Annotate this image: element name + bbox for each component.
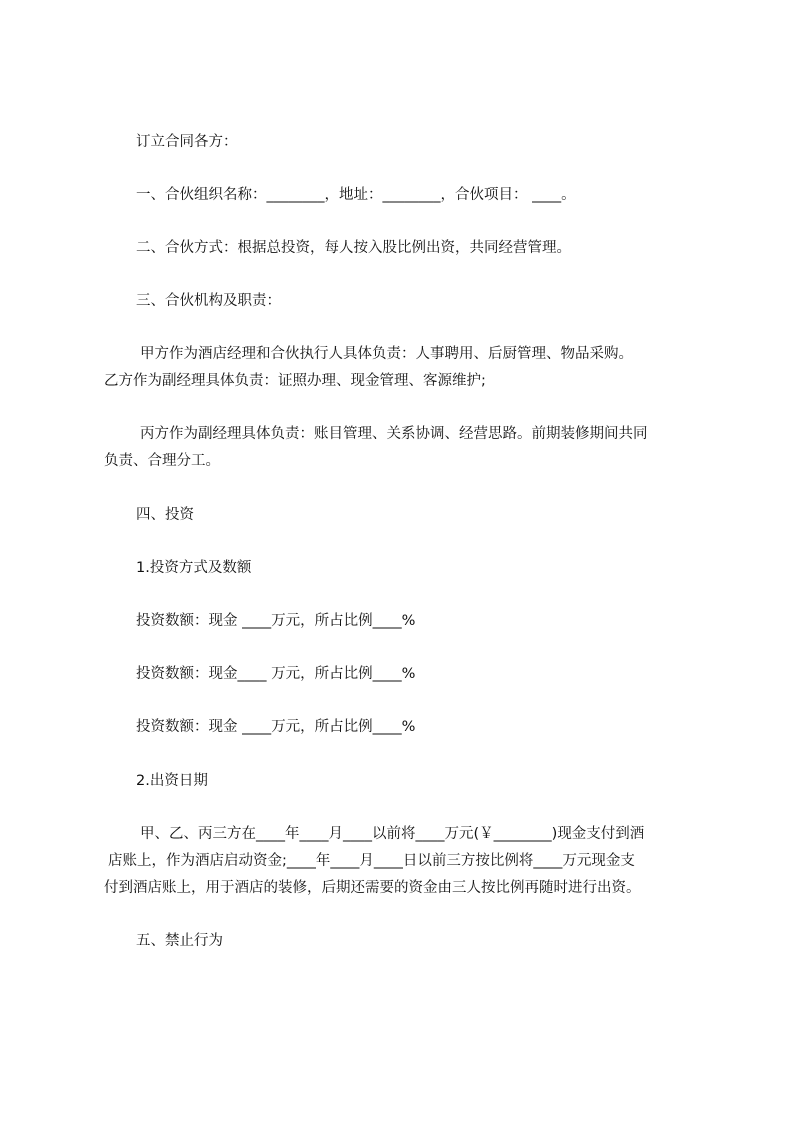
section-1-organization: 一、合伙组织名称：________，地址：________，合伙项目： ____。: [136, 187, 576, 203]
section-4-heading: 四、投资: [136, 507, 194, 523]
duty-party-a-line1: 甲方作为酒店经理和合伙执行人具体负责：人事聘用、后厨管理、物品采购。: [140, 346, 633, 362]
duty-party-a-line2: 乙方作为副经理具体负责：证照办理、现金管理、客源维护;: [104, 373, 486, 389]
payment-line-3: 付到酒店账上，用于酒店的装修，后期还需要的资金由三人按比例再随时进行出资。: [104, 880, 641, 896]
payment-line-2: 店账上，作为酒店启动资金;____年____月____日以前三方按比例将____万元现金支: [108, 853, 635, 869]
parties-heading: 订立合同各方：: [136, 134, 238, 150]
section-2-partnership-method: 二、合伙方式：根据总投资，每人按入股比例出资，共同经营管理。: [136, 240, 571, 256]
subsection-2-heading: 2.出资日期: [136, 773, 208, 789]
investment-line-2: 投资数额：现金____ 万元，所占比例____%: [136, 666, 416, 682]
investment-line-3: 投资数额：现金 ____万元，所占比例____%: [136, 719, 416, 735]
section-5-heading: 五、禁止行为: [136, 933, 223, 949]
investment-line-1: 投资数额：现金 ____万元，所占比例____%: [136, 613, 416, 629]
subsection-1-heading: 1.投资方式及数额: [136, 560, 252, 576]
section-3-heading: 三、合伙机构及职责：: [136, 293, 281, 309]
duty-party-c-line2: 负责、合理分工。: [104, 453, 220, 469]
duty-party-c-line1: 丙方作为副经理具体负责：账目管理、关系协调、经营思路。前期装修期间共同: [140, 426, 648, 442]
payment-line-1: 甲、乙、丙三方在____年____月____以前将____万元(￥________)现金支付到酒: [140, 826, 645, 842]
